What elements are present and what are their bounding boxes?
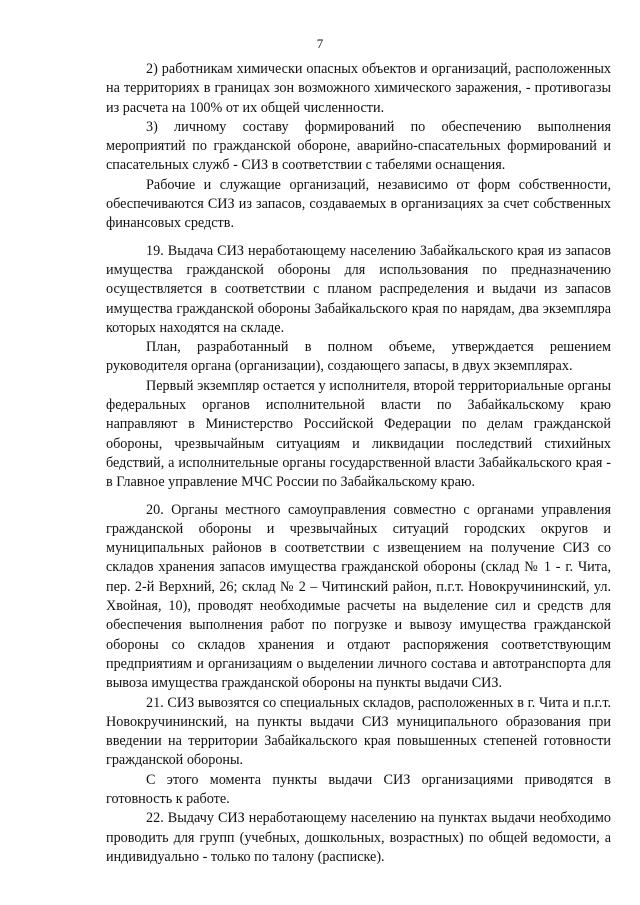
paragraph-20: 20. Органы местного самоуправления совместно с органами управления гражданской обороны и чрезвычайных ситуаций городских округов и муниципальных районов в соответствии с извещением на получение СИЗ со складов хранения запасов имущества гражданской обороны (склад № 1 - г. Чита, пер. 2-й Верхний, 26; склад № 2 – Читинский район, п.г.т. Новокручининский, ул. Хвойная, 10), проводят необходимые расчеты на выделение сил и средств для обеспечения выполнения работ по погрузке и вывозу имущества гражданской обороны со складов хранения и отдают распоряжения соответствующим предприятиям и организациям о выделении личного состава и автотранспорта для вывоза имущества гражданской обороны на пункты выдачи СИЗ. bbox=[106, 501, 611, 692]
paragraph-19: 19. Выдача СИЗ неработающему населению Забайкальского края из запасов имущества гражданской обороны для использования по предназначению осуществляется в соответствии с планом распределения и выдачи из запасов имущества гражданской обороны Забайкальского края по нарядам, два экземпляра которых находятся на складе. bbox=[106, 242, 611, 336]
paragraph-readiness: С этого момента пункты выдачи СИЗ организациями приводятся в готовность к работе. bbox=[106, 771, 611, 807]
paragraph-22: 22. Выдачу СИЗ неработающему населению на пунктах выдачи необходимо проводить для групп (учебных, дошкольных, возрастных) по общей ведомости, а индивидуально - только по талону (расписке). bbox=[106, 810, 611, 865]
document-body bbox=[106, 60, 611, 867]
paragraph-3-formations: 3) личному составу формирований по обеспечению выполнения мероприятий по гражданской обороне, аварийно-спасательных формирований и спасательных служб - СИЗ в соответствии с табелями оснащения. bbox=[106, 118, 611, 174]
paragraph-21: 21. СИЗ вывозятся со специальных складов, расположенных в г. Чита и п.г.т. Новокручининский, на пункты выдачи СИЗ муниципального образования при введении на территории Забайкальского края повышенных степеней готовности гражданской обороны. bbox=[106, 694, 611, 769]
page-number: 7 bbox=[316, 36, 324, 51]
paragraph-first-copy: Первый экземпляр остается у исполнителя, второй территориальные органы федеральных органов исполнительной власти по Забайкальскому краю направляют в Министерство Российской Федерации по делам гражданской обороны, чрезвычайным ситуациям и ликвидации последствий стихийных бедствий, а исполнительные органы государственной власти Забайкальского края - в Главное управление МЧС России по Забайкальскому краю. bbox=[106, 377, 611, 491]
paragraph-2-gas-masks: 2) работникам химически опасных объектов и организаций, расположенных на территориях в границах зон возможного химического заражения, - противогазы из расчета на 100% от их общей численности. bbox=[106, 61, 611, 116]
paragraph-workers: Рабочие и служащие организаций, независимо от форм собственности, обеспечиваются СИЗ из запасов, создаваемых в организациях за счет собственных финансовых средств. bbox=[106, 176, 611, 232]
paragraph-plan: План, разработанный в полном объеме, утверждается решением руководителя органа (организации), создающего запасы, в двух экземплярах. bbox=[106, 339, 611, 375]
